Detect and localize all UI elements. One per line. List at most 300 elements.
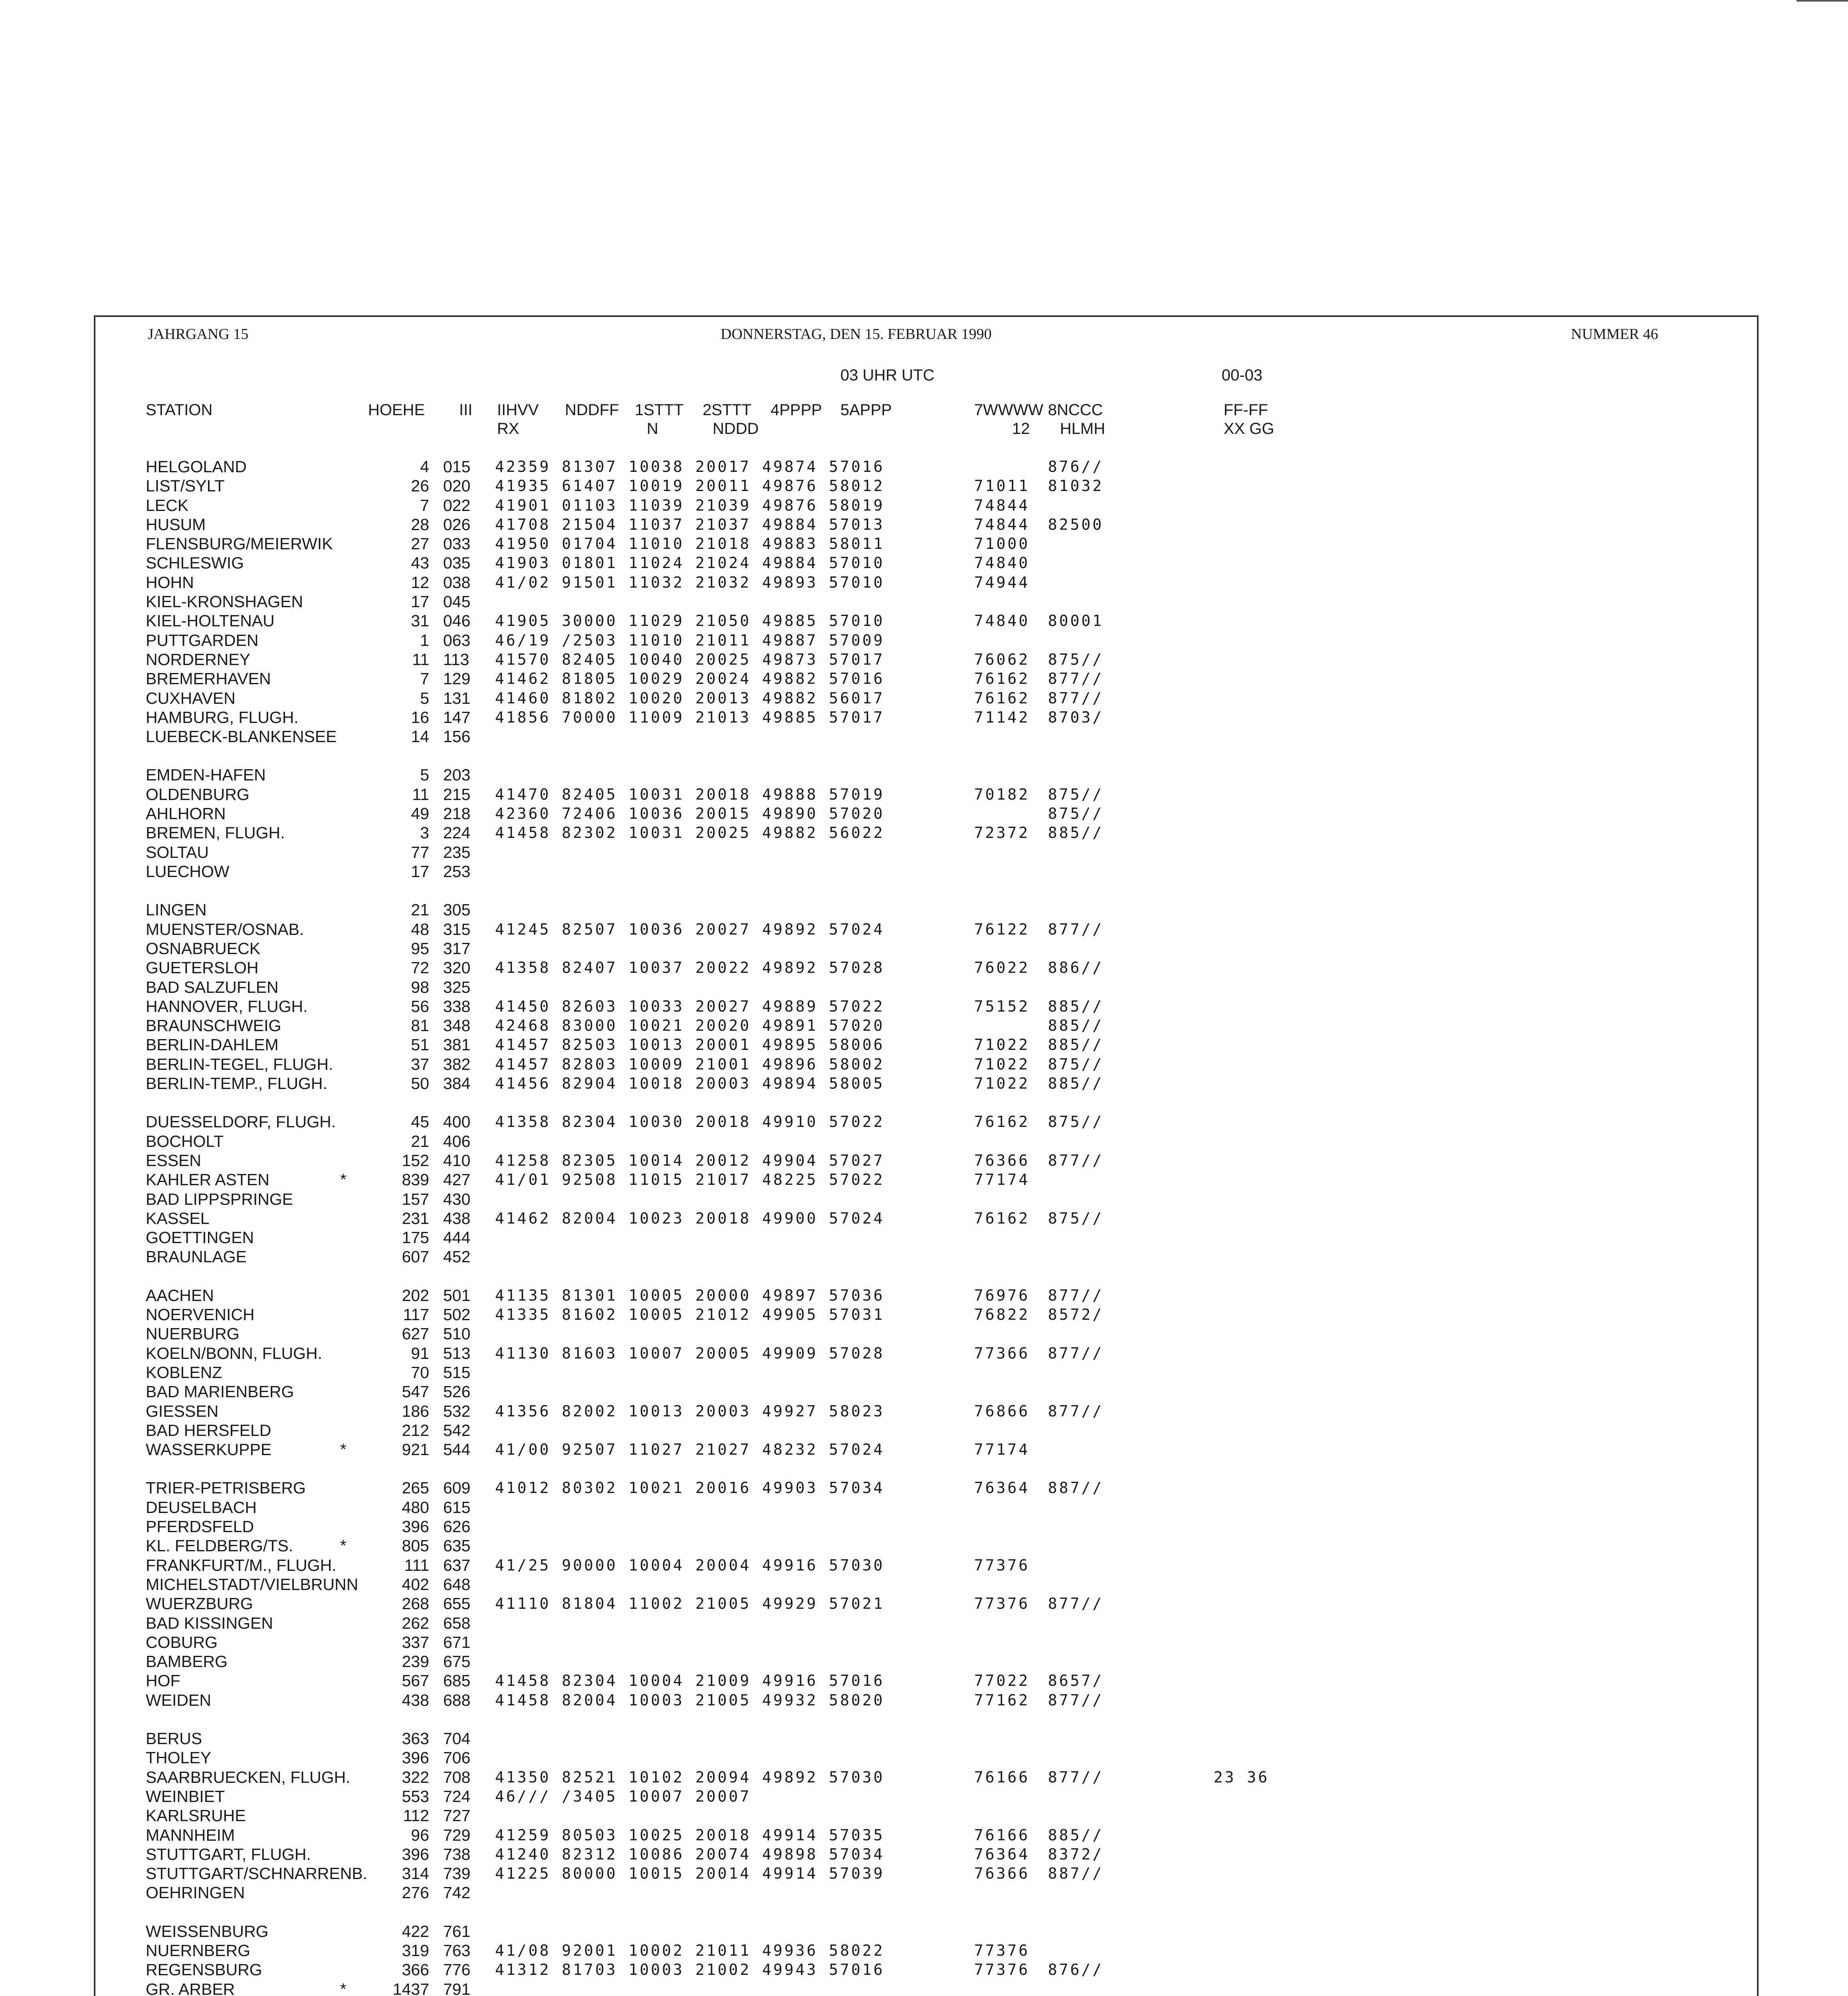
- station-name: KASSEL: [146, 1209, 210, 1228]
- station-number: 637: [443, 1556, 471, 1574]
- station-number: 325: [443, 978, 471, 996]
- observation-groups: 41458 82004 10003 21005 49932 58020: [495, 1691, 885, 1709]
- station-name: WEISSENBURG: [146, 1922, 269, 1941]
- table-row: [0, 1421, 1848, 1440]
- station-name: EMDEN-HAFEN: [146, 766, 266, 784]
- station-height: 366: [402, 1960, 429, 1979]
- station-name: HOHN: [146, 573, 194, 592]
- station-name: BAD LIPPSPRINGE: [146, 1190, 293, 1208]
- station-height: 31: [411, 612, 429, 630]
- station-name: BOCHOLT: [146, 1132, 224, 1150]
- weather-group: 76162: [974, 1113, 1030, 1131]
- station-number: 320: [443, 958, 471, 977]
- station-height: 314: [402, 1864, 429, 1883]
- station-number: 729: [443, 1826, 471, 1844]
- station-height: 157: [402, 1190, 429, 1208]
- observation-groups: 41245 82507 10036 20027 49892 57024: [495, 921, 885, 938]
- station-height: 7: [420, 669, 429, 688]
- table-row: [0, 1691, 1848, 1710]
- station-name: SCHLESWIG: [146, 554, 244, 572]
- table-row: [0, 939, 1848, 958]
- station-name: HOF: [146, 1671, 180, 1690]
- mountain-station-marker: *: [340, 1980, 347, 1996]
- table-row: [0, 1748, 1848, 1767]
- weather-group: 76366: [974, 1152, 1030, 1169]
- table-row: [0, 997, 1848, 1016]
- observation-groups: 41358 82304 10030 20018 49910 57022: [495, 1113, 885, 1131]
- station-name: BAD HERSFELD: [146, 1421, 271, 1440]
- station-name: COBURG: [146, 1633, 218, 1651]
- station-number: 348: [443, 1016, 471, 1035]
- station-height: 276: [402, 1883, 429, 1902]
- station-height: 239: [402, 1652, 429, 1671]
- station-height: 438: [402, 1691, 429, 1709]
- station-name: BERLIN-DAHLEM: [146, 1036, 279, 1054]
- station-height: 1437: [392, 1980, 429, 1996]
- station-number: 427: [443, 1170, 471, 1189]
- station-number: 532: [443, 1402, 471, 1420]
- table-row: [0, 1941, 1848, 1960]
- weather-group: 74844: [974, 497, 1030, 514]
- station-height: 27: [411, 535, 429, 553]
- observation-groups: 41225 80000 10015 20014 49914 57039: [495, 1865, 885, 1882]
- station-number: 438: [443, 1209, 471, 1228]
- table-row: [0, 1478, 1848, 1497]
- station-height: 96: [411, 1826, 429, 1844]
- observation-groups: 41456 82904 10018 20003 49894 58005: [495, 1075, 885, 1092]
- weather-group: 72372: [974, 824, 1030, 842]
- table-row: [0, 1402, 1848, 1421]
- station-height: 48: [411, 920, 429, 939]
- cloud-group: 875//: [1048, 651, 1104, 668]
- station-height: 396: [402, 1517, 429, 1536]
- station-number: 063: [443, 631, 471, 649]
- cloud-group: 875//: [1048, 1113, 1104, 1131]
- station-height: 91: [411, 1344, 429, 1362]
- weather-group: 71022: [974, 1036, 1030, 1053]
- weather-group: 74840: [974, 554, 1030, 572]
- col-header-5appp: 5APPP: [840, 401, 892, 419]
- station-name: BRAUNLAGE: [146, 1248, 247, 1266]
- station-height: 337: [402, 1633, 429, 1651]
- station-height: 265: [402, 1479, 429, 1497]
- station-name: PUTTGARDEN: [146, 631, 259, 649]
- station-height: 1: [420, 631, 429, 649]
- station-name: GR. ARBER: [146, 1980, 235, 1996]
- col-header-7wwww: 7WWWW: [974, 401, 1044, 419]
- weather-group: 77162: [974, 1691, 1030, 1709]
- observation-groups: 42359 81307 10038 20017 49874 57016: [495, 458, 885, 475]
- gust-group: 23 36: [1214, 1768, 1270, 1786]
- table-row: [0, 1960, 1848, 1979]
- table-row: [0, 1922, 1848, 1941]
- cloud-group: 885//: [1048, 1017, 1104, 1034]
- observation-groups: 41240 82312 10086 20074 49898 57034: [495, 1846, 885, 1863]
- station-name: MICHELSTADT/VIELBRUNN: [146, 1575, 359, 1594]
- station-name: LUECHOW: [146, 862, 230, 881]
- station-height: 50: [411, 1074, 429, 1093]
- station-number: 253: [443, 862, 471, 881]
- table-row: [0, 785, 1848, 804]
- observation-groups: 41901 01103 11039 21039 49876 58019: [495, 497, 885, 514]
- station-name: MANNHEIM: [146, 1826, 235, 1844]
- station-height: 111: [404, 1556, 429, 1574]
- table-row: [0, 1363, 1848, 1382]
- table-row: [0, 689, 1848, 708]
- station-height: 396: [402, 1748, 429, 1767]
- station-name: WUERZBURG: [146, 1594, 253, 1613]
- station-height: 37: [411, 1055, 429, 1073]
- weather-group: 70182: [974, 786, 1030, 803]
- station-name: LIST/SYLT: [146, 477, 225, 495]
- station-height: 152: [402, 1151, 429, 1170]
- station-name: FLENSBURG/MEIERWIK: [146, 535, 333, 553]
- station-height: 49: [411, 804, 429, 823]
- observation-groups: 41/02 91501 11032 21032 49893 57010: [495, 574, 885, 591]
- station-number: 626: [443, 1517, 471, 1536]
- station-number: 444: [443, 1228, 471, 1247]
- station-number: 609: [443, 1479, 471, 1497]
- mountain-station-marker: *: [340, 1441, 347, 1458]
- station-number: 724: [443, 1787, 471, 1806]
- station-number: 338: [443, 997, 471, 1016]
- observation-groups: 46/19 /2503 11010 21011 49887 57009: [495, 632, 885, 649]
- station-number: 671: [443, 1633, 471, 1651]
- station-number: 129: [443, 669, 471, 688]
- station-name: BERLIN-TEGEL, FLUGH.: [146, 1055, 333, 1073]
- table-row: [0, 1806, 1848, 1825]
- table-row: [0, 1768, 1848, 1787]
- table-row: [0, 1112, 1848, 1131]
- station-name: KIEL-HOLTENAU: [146, 612, 275, 630]
- station-number: 708: [443, 1768, 471, 1786]
- table-row: [0, 1074, 1848, 1093]
- weather-group: 76022: [974, 959, 1030, 976]
- table-row: [0, 592, 1848, 611]
- station-name: WEINBIET: [146, 1787, 225, 1806]
- table-row: [0, 1652, 1848, 1671]
- station-name: LINGEN: [146, 901, 207, 919]
- weather-group: 77376: [974, 1961, 1030, 1978]
- col-header-ff: FF-FF: [1224, 401, 1268, 419]
- station-name: KIEL-KRONSHAGEN: [146, 592, 303, 611]
- table-row: [0, 1247, 1848, 1266]
- station-number: 776: [443, 1960, 471, 1979]
- table-row: [0, 1286, 1848, 1305]
- station-name: LECK: [146, 496, 189, 515]
- observation-groups: 41462 81805 10029 20024 49882 57016: [495, 670, 885, 687]
- station-height: 322: [402, 1768, 429, 1786]
- station-height: 480: [402, 1498, 429, 1517]
- station-name: MUENSTER/OSNAB.: [146, 920, 304, 939]
- table-row: [0, 650, 1848, 669]
- cloud-group: 8703/: [1048, 709, 1104, 726]
- station-height: 21: [411, 1132, 429, 1150]
- observation-groups: 41130 81603 10007 20005 49909 57028: [495, 1345, 885, 1362]
- table-row: [0, 1729, 1848, 1748]
- col-header-hlmh: HLMH: [1060, 420, 1105, 438]
- table-row: [0, 669, 1848, 688]
- observation-groups: 41358 82407 10037 20022 49892 57028: [495, 959, 885, 976]
- table-row: [0, 1228, 1848, 1247]
- station-height: 112: [403, 1806, 429, 1825]
- observation-groups: 42468 83000 10021 20020 49891 57020: [495, 1017, 885, 1034]
- table-row: [0, 1170, 1848, 1189]
- table-row: [0, 1440, 1848, 1459]
- col-header-rx: RX: [497, 420, 519, 438]
- station-name: CUXHAVEN: [146, 689, 236, 707]
- station-height: 805: [402, 1537, 429, 1555]
- station-number: 022: [443, 496, 471, 515]
- station-height: 43: [411, 554, 429, 572]
- station-name: BERUS: [146, 1729, 202, 1748]
- station-height: 11: [412, 785, 429, 804]
- col-header-1sttt: 1STTT: [635, 401, 684, 419]
- station-name: DUESSELDORF, FLUGH.: [146, 1113, 336, 1131]
- station-name: BAD KISSINGEN: [146, 1614, 273, 1632]
- station-name: GIESSEN: [146, 1402, 219, 1420]
- station-height: 14: [411, 727, 429, 746]
- station-name: LUEBECK-BLANKENSEE: [146, 727, 337, 746]
- station-number: 501: [443, 1286, 471, 1305]
- table-row: [0, 1035, 1848, 1054]
- station-number: 635: [443, 1537, 471, 1555]
- station-number: 038: [443, 573, 471, 592]
- weather-group: 76866: [974, 1402, 1030, 1420]
- station-name: BAD MARIENBERG: [146, 1382, 294, 1401]
- observation-groups: 41457 82803 10009 21001 49896 58002: [495, 1055, 885, 1073]
- station-number: 742: [443, 1883, 471, 1902]
- station-height: 16: [411, 708, 429, 727]
- station-number: 761: [443, 1922, 471, 1941]
- station-height: 3: [420, 824, 429, 842]
- cloud-group: 877//: [1048, 1691, 1104, 1709]
- station-name: KOBLENZ: [146, 1363, 222, 1382]
- col-header-iii: III: [459, 401, 473, 419]
- observation-groups: 41457 82503 10013 20001 49895 58006: [495, 1036, 885, 1053]
- observation-groups: 41135 81301 10005 20000 49897 57036: [495, 1287, 885, 1304]
- cloud-group: 885//: [1048, 998, 1104, 1015]
- col-header-xxgg: XX GG: [1224, 420, 1274, 438]
- table-row: [0, 457, 1848, 476]
- station-height: 921: [402, 1440, 429, 1459]
- weather-group: 76166: [974, 1826, 1030, 1844]
- station-number: 035: [443, 554, 471, 572]
- station-number: 675: [443, 1652, 471, 1671]
- weather-group: 77366: [974, 1345, 1030, 1362]
- station-height: 70: [411, 1363, 429, 1382]
- cloud-group: 877//: [1048, 1595, 1104, 1612]
- table-row: [0, 1305, 1848, 1324]
- table-row: [0, 1614, 1848, 1633]
- weather-group: 75152: [974, 998, 1030, 1015]
- station-height: 319: [402, 1941, 429, 1960]
- station-name: HELGOLAND: [146, 457, 247, 476]
- cloud-group: 877//: [1048, 921, 1104, 938]
- station-name: HUSUM: [146, 515, 206, 534]
- table-row: [0, 1190, 1848, 1209]
- weather-group: 71022: [974, 1055, 1030, 1073]
- table-row: [0, 920, 1848, 939]
- station-number: 452: [443, 1248, 471, 1266]
- table-row: [0, 978, 1848, 997]
- table-row: [0, 1864, 1848, 1883]
- station-name: STUTTGART/SCHNARRENB.: [146, 1864, 368, 1883]
- issue-number: NUMMER 46: [1571, 326, 1658, 343]
- station-number: 406: [443, 1132, 471, 1150]
- weather-group: 77376: [974, 1942, 1030, 1959]
- station-name: PFERDSFELD: [146, 1517, 254, 1536]
- cloud-group: 877//: [1048, 689, 1104, 707]
- col-header-nddff: NDDFF: [565, 401, 619, 419]
- station-number: 542: [443, 1421, 471, 1440]
- table-row: [0, 1883, 1848, 1902]
- station-name: NUERBURG: [146, 1325, 240, 1343]
- observation-groups: 41012 80302 10021 20016 49903 57034: [495, 1479, 885, 1497]
- table-row: [0, 1324, 1848, 1343]
- weather-group: 76166: [974, 1768, 1030, 1786]
- cloud-group: 885//: [1048, 1826, 1104, 1844]
- station-height: 607: [402, 1248, 429, 1266]
- cloud-group: 876//: [1048, 1961, 1104, 1978]
- station-number: 655: [443, 1594, 471, 1613]
- station-number: 544: [443, 1440, 471, 1459]
- cloud-group: 877//: [1048, 1287, 1104, 1304]
- observation-groups: 41460 81802 10020 20013 49882 56017: [495, 689, 885, 707]
- cloud-group: 8657/: [1048, 1672, 1104, 1689]
- station-number: 156: [443, 727, 471, 746]
- station-name: THOLEY: [146, 1748, 212, 1767]
- station-height: 51: [411, 1036, 429, 1054]
- observation-groups: 41470 82405 10031 20018 49888 57019: [495, 786, 885, 803]
- station-height: 21: [411, 901, 429, 919]
- weather-group: 76162: [974, 670, 1030, 687]
- station-number: 685: [443, 1671, 471, 1690]
- cloud-group: 80001: [1048, 612, 1104, 630]
- table-row: [0, 708, 1848, 727]
- weather-group: 76366: [974, 1865, 1030, 1882]
- station-number: 688: [443, 1691, 471, 1709]
- col-header-hoehe: HOEHE: [368, 401, 425, 419]
- station-height: 547: [402, 1382, 429, 1401]
- table-row: [0, 1536, 1848, 1555]
- col-header-nddd: NDDD: [713, 420, 759, 438]
- station-number: 615: [443, 1498, 471, 1517]
- weather-group: 76162: [974, 689, 1030, 707]
- station-height: 553: [402, 1787, 429, 1806]
- station-height: 5: [420, 766, 429, 784]
- table-row: [0, 1016, 1848, 1035]
- weather-group: 71142: [974, 709, 1030, 726]
- weather-group: 76162: [974, 1210, 1030, 1227]
- table-row: [0, 1517, 1848, 1536]
- station-height: 231: [402, 1209, 429, 1228]
- table-row: [0, 804, 1848, 823]
- table-row: [0, 611, 1848, 630]
- station-name: ESSEN: [146, 1151, 201, 1170]
- weather-group: 74840: [974, 612, 1030, 630]
- station-name: HAMBURG, FLUGH.: [146, 708, 299, 727]
- observation-groups: 41708 21504 11037 21037 49884 57013: [495, 516, 885, 533]
- cloud-group: 876//: [1048, 458, 1104, 475]
- station-number: 033: [443, 535, 471, 553]
- observation-groups: 41856 70000 11009 21013 49885 57017: [495, 709, 885, 726]
- table-row: [0, 1498, 1848, 1517]
- col-header-station: STATION: [146, 401, 213, 419]
- station-name: AHLHORN: [146, 804, 226, 823]
- station-name: BREMERHAVEN: [146, 669, 271, 688]
- station-number: 739: [443, 1864, 471, 1883]
- weather-group: 71000: [974, 535, 1030, 552]
- cloud-group: 885//: [1048, 1036, 1104, 1053]
- station-height: 72: [411, 958, 429, 977]
- station-height: 4: [420, 457, 429, 476]
- station-height: 77: [411, 843, 429, 861]
- station-height: 402: [402, 1575, 429, 1594]
- observation-groups: 41450 82603 10033 20027 49889 57022: [495, 998, 885, 1015]
- weather-group: 76122: [974, 921, 1030, 938]
- weather-group: 77174: [974, 1441, 1030, 1458]
- station-height: 56: [411, 997, 429, 1016]
- observation-groups: 41/08 92001 10002 21011 49936 58022: [495, 1942, 885, 1959]
- station-number: 738: [443, 1845, 471, 1863]
- station-height: 212: [402, 1421, 429, 1440]
- table-row: [0, 1209, 1848, 1228]
- station-number: 224: [443, 824, 471, 842]
- table-row: [0, 553, 1848, 572]
- table-row: [0, 958, 1848, 977]
- table-row: [0, 765, 1848, 784]
- table-row: [0, 1594, 1848, 1613]
- observation-groups: 41259 80503 10025 20018 49914 57035: [495, 1826, 885, 1844]
- station-name: OLDENBURG: [146, 785, 250, 804]
- observation-groups: 41462 82004 10023 20018 49900 57024: [495, 1210, 885, 1227]
- cloud-group: 887//: [1048, 1479, 1104, 1497]
- col-header-12: 12: [1012, 420, 1030, 438]
- observation-groups: 41905 30000 11029 21050 49885 57010: [495, 612, 885, 630]
- station-number: 502: [443, 1305, 471, 1324]
- weather-group: 77376: [974, 1595, 1030, 1612]
- cloud-group: 8572/: [1048, 1306, 1104, 1323]
- station-name: TRIER-PETRISBERG: [146, 1479, 306, 1497]
- station-name: GOETTINGEN: [146, 1228, 254, 1247]
- station-name: SAARBRUECKEN, FLUGH.: [146, 1768, 351, 1786]
- cloud-group: 886//: [1048, 959, 1104, 976]
- station-name: BERLIN-TEMP., FLUGH.: [146, 1074, 327, 1093]
- mountain-station-marker: *: [340, 1537, 347, 1554]
- table-row: [0, 476, 1848, 495]
- table-row: [0, 1575, 1848, 1594]
- station-number: 763: [443, 1941, 471, 1960]
- cloud-group: 885//: [1048, 1075, 1104, 1092]
- table-row: [0, 1671, 1848, 1690]
- station-height: 117: [403, 1305, 429, 1324]
- scan-edge-mark: [1797, 0, 1848, 2]
- station-number: 215: [443, 785, 471, 804]
- table-row: [0, 727, 1848, 746]
- cloud-group: 875//: [1048, 1055, 1104, 1073]
- cloud-group: 8372/: [1048, 1846, 1104, 1863]
- station-height: 7: [420, 496, 429, 515]
- station-name: SOLTAU: [146, 843, 209, 861]
- station-name: NUERNBERG: [146, 1941, 250, 1960]
- station-number: 384: [443, 1074, 471, 1093]
- station-height: 262: [402, 1614, 429, 1632]
- observation-groups: 46/// /3405 10007 20007: [495, 1788, 751, 1805]
- weather-group: 71022: [974, 1075, 1030, 1092]
- station-height: 11: [412, 650, 429, 669]
- station-height: 202: [402, 1286, 429, 1305]
